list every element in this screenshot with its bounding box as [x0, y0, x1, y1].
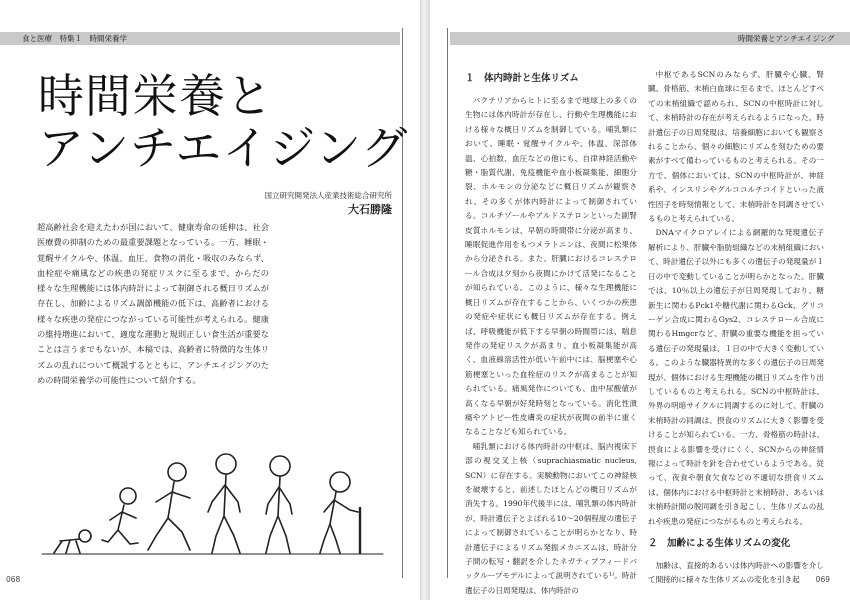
column-1 [465, 68, 637, 595]
author-name: 大石勝隆 [348, 203, 392, 216]
adult-figure [208, 454, 240, 553]
title-line-2: アンチエイジング [38, 121, 409, 175]
body-paragraph: 加齢は、直接的あるいは体内時計への影響を介して間接的に様々な生体リズムの変化を引き起 [648, 561, 824, 585]
body-paragraph: 中枢であるSCNのみならず、肝臓や心臓、腎臓、骨格筋、末梢白血球に至るまで、ほとんどすべての末梢組織で認められ、SCNの中枢時計に対して、末梢時計の存在が考えられるようになった。時計遺伝子の日周発現は、培養細胞においても観察されることから、個々の細胞にリズムを刻むための要素がすべて備わっているものと考えられる。その一方で、個体においては、SCNの中枢時計が、神経系や、インスリンやグルココルチコイドといった液性因子を時刻情報として、末梢時計を同調させているものと考えられている。 [648, 70, 824, 224]
body-paragraph: DNAマイクロアレイによる網羅的な発現遺伝子解析により、肝臓や脂肪組織などの末梢組織において、時計遺伝子以外にも多くの遺伝子の発現量が１日の中で変動していることが明らかとなった。肝臓では、10％以上の遺伝子が日周発現しており、糖新生に関わるPck1や糖代謝に関わるGck、グリコーゲン合成に関わるGys2、コレステロール合成に関わるHmgcrなど、肝臓の重要な機能を担っている遺伝子の発現量は、１日の中で大きく変動している。このような臓器特異的な多くの遺伝子の日周発現が、個体における生理機能の概日リズムを作り出しているものと考えられる。SCNの中枢時計は、外界の明暗サイクルに同調するのに対して、肝臓の末梢時計の同調は、摂食のリズムに大きく影響を受けることが知られている。一方、骨格筋の時計は、摂食による影響を受けにくく、SCNからの神経情報によって時計を針を合わせているようである。従って、夜食や朝食欠食などの不適切な摂食リズムは、個体内における中枢時計と末梢時計、あるいは末梢時計間の脱同調を引き起こし、生体リズムの乱れや疾患の発症につながるものと考えられる。 [648, 228, 824, 526]
spine-gutter [420, 0, 430, 600]
right-page [430, 0, 850, 600]
section-heading-2: ２ 加齢による生体リズムの変化 [648, 538, 791, 549]
aging-figures-illustration [40, 440, 385, 560]
middle-age-figure [266, 456, 292, 553]
page-number-right: 069 [815, 575, 830, 584]
section-heading-1: １ 体内時計と生体リズム [465, 73, 579, 84]
elderly-figure [320, 472, 360, 553]
baby-figure [54, 530, 91, 553]
page-number-left: 068 [6, 575, 21, 584]
page-edge-rule [447, 28, 448, 578]
left-page [0, 0, 420, 600]
author-affiliation: 国立研究開発法人産業技術総合研究所 [264, 191, 392, 200]
body-paragraph: 哺乳類における体内時計の中枢は、脳内視床下部の視交叉上核（suprachiasmatic nucleus, SCN）に存在する。実験動物においてこの神経核を破壊すると、前述したほとんどの概日リズムが消失する。1990年代後半には、哺乳類の体内時計が、時計遺伝子とよばれる10～20個程度の遺伝子によって制御されていることが明らかとなり、時計遺伝子によるリズム発振メカニズムは、時計分子間の転写・翻訳を介したネガティブフィードバックループモデルによって説明されている¹⁾。時計遺伝子の日周発現は、体内時計の [465, 441, 637, 595]
abstract: 超高齢社会を迎えたわが国において、健康寿命の延伸は、社会医療費の抑制のための最重要課題となっている。一方、睡眠・覚醒サイクルや、体温、血圧、食物の消化・吸収のみならず、血栓症や痛風などの疾患の発症リスクに至るまで、からだの様々な生理機能には体内時計によって制御される概日リズムが存在し、加齢によるリズム調節機能の低下は、高齢者における様々な疾患の発症につながっている可能性が考えられる。健康の維持増進において、適度な運動と規則正しい食生活が重要なことは言うまでもないが、本稿では、高齢者に特徴的な生体リズムの乱れについて概説するとともに、アンチエイジングのための時間栄養学の可能性について紹介する。 [37, 222, 269, 385]
running-head-right: 時間栄養とアンチエイジング [738, 34, 835, 43]
article-title [38, 70, 408, 174]
child-figure [148, 463, 190, 550]
body-paragraph: バクテリアからヒトに至るまで地球上の多くの生物には体内時計が存在し、行動や生理機能における様々な概日リズムを制御している。哺乳類において、睡眠・覚醒サイクルや、体温、深部体温、心拍数、血圧などの他にも、自律神経活動や糖・脂質代謝、免疫機能や血小板凝集能、細胞分裂、ホルモンの分泌などに概日リズムが観察され、その多くが体内時計によって制御されている。コルチゾールやアルドステロンといった副腎皮質ホルモンは、早朝の時間帯に分泌が高まり、睡眠促進作用をもつメラトニンは、夜間に松果体から分泌される。また、肝臓におけるコレステロール合成は夕刻から夜間にかけて活発になることが知られている。このように、様々な生理機能に概日リズムが存在することから、いくつかの疾患の発症や症状にも概日リズムが存在する。例えば、呼吸機能が低下する早朝の時間帯には、喘息発作の発症リスクが高まり、血小板凝集能が高く、血液線溶活性が低い午前中には、脳梗塞や心筋梗塞といった血栓症のリスクが高まることが知られている。痛風発作についても、血中尿酸値が高くなる早朝が好発時刻となっている。消化性潰瘍やアトピー性皮膚炎の症状が夜間の前半に重くなることなども知られている。 [465, 96, 637, 437]
running-head-left: 食と医療 特集１ 時間栄養学 [22, 34, 127, 43]
toddler-figure [102, 488, 138, 544]
title-line-1: 時間栄養と [38, 69, 273, 123]
